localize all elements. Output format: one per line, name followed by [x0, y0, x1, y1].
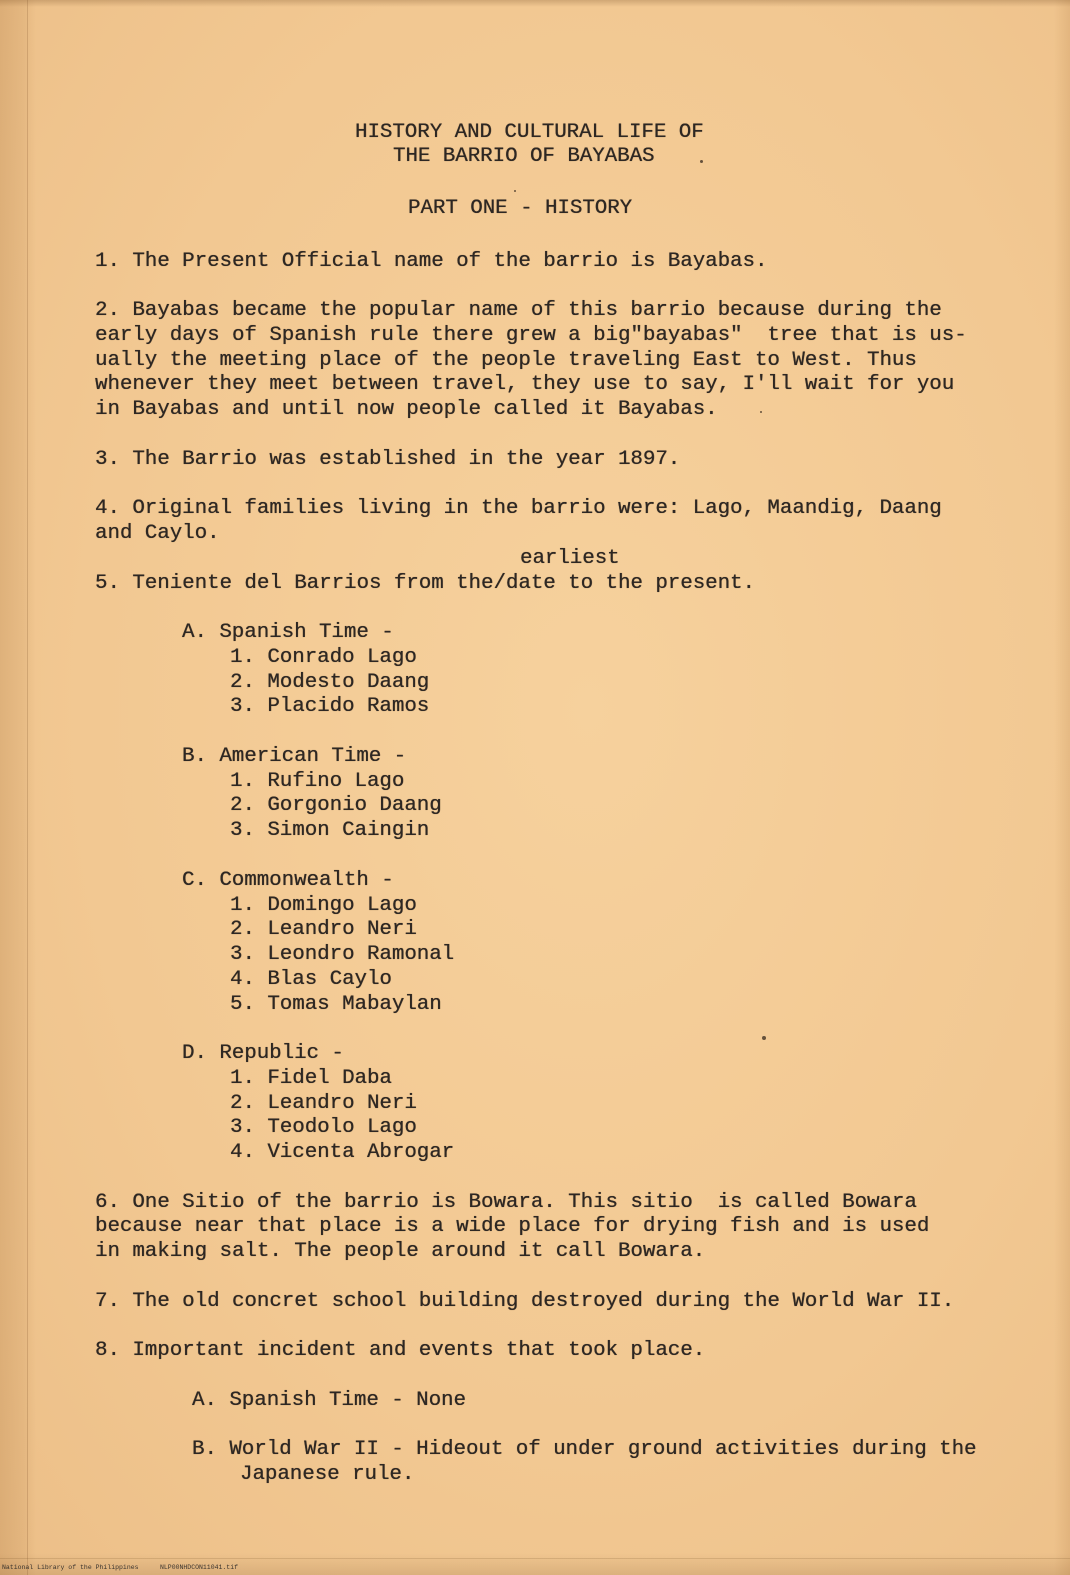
period-republic: [95, 1042, 995, 1166]
item-4: [95, 497, 995, 547]
item-2: [95, 299, 995, 423]
officer-name: 1. Fidel Daba: [230, 1066, 392, 1090]
item-7: [95, 1290, 995, 1315]
officer-name: 2. Leandro Neri: [230, 1091, 417, 1115]
paragraph-line: early days of Spanish rule there grew a big"bayabas" tree that is us-: [95, 323, 967, 347]
period-spanish-time: [95, 621, 995, 720]
paragraph-line: in Bayabas and until now people called it Bayabas.: [95, 398, 718, 422]
officer-name: 3. Teodolo Lago: [230, 1116, 417, 1140]
paragraph-line: ually the meeting place of the people traveling East to West. Thus: [95, 348, 917, 372]
paragraph-line: and Caylo.: [95, 522, 220, 546]
scan-footer: [0, 1558, 1070, 1575]
document-body: [95, 250, 995, 1488]
part-heading: PART ONE - HISTORY: [408, 196, 633, 220]
paragraph-line: 4. Original families living in the barrio were: Lago, Maandig, Daang: [95, 497, 942, 521]
event-world-war-ii: [95, 1438, 995, 1488]
period-heading: A. Spanish Time -: [182, 621, 394, 645]
ink-speck: [514, 190, 516, 192]
period-heading: B. American Time -: [182, 744, 407, 768]
item-3: [95, 448, 995, 473]
event-line: B. World War II - Hideout of under ground activities during the: [192, 1438, 977, 1462]
period-heading: D. Republic -: [182, 1042, 344, 1066]
officer-name: 3. Leondro Ramonal: [230, 943, 455, 967]
document-title: [0, 121, 1070, 171]
item-5: [95, 547, 995, 1166]
period-commonwealth: [95, 869, 995, 1018]
officer-name: 3. Simon Caingin: [230, 819, 430, 843]
paragraph-line: 6. One Sitio of the barrio is Bowara. This sitio is called Bowara: [95, 1190, 917, 1214]
ink-speck: [762, 1036, 766, 1040]
officer-name: 4. Blas Caylo: [230, 967, 392, 991]
officer-name: 5. Tomas Mabaylan: [230, 992, 442, 1016]
paragraph-line: 3. The Barrio was established in the year 1897.: [95, 447, 681, 471]
event-line: Japanese rule.: [240, 1463, 415, 1487]
officer-name: 3. Placido Ramos: [230, 695, 430, 719]
paragraph-line: 8. Important incident and events that took place.: [95, 1339, 706, 1363]
paragraph-line: in making salt. The people around it call Bowara.: [95, 1240, 706, 1264]
item-8: [95, 1339, 995, 1488]
item-1: [95, 250, 995, 275]
footer-library: National Library of the Philippines: [2, 1564, 139, 1571]
officer-name: 1. Rufino Lago: [230, 769, 405, 793]
footer-file: NLP00NHDCON11041.tif: [160, 1564, 239, 1571]
paragraph-line: 1. The Present Official name of the barrio is Bayabas.: [95, 249, 768, 273]
title-line-1: HISTORY AND CULTURAL LIFE OF: [355, 120, 704, 144]
paragraph-line: whenever they meet between travel, they use to say, I'll wait for you: [95, 373, 955, 397]
title-line-2: THE BARRIO OF BAYABAS: [393, 145, 655, 169]
officer-name: 2. Gorgonio Daang: [230, 794, 442, 818]
period-heading: C. Commonwealth -: [182, 868, 394, 892]
page-fold-edge: [27, 0, 28, 1575]
officer-name: 1. Domingo Lago: [230, 893, 417, 917]
paragraph-line: because near that place is a wide place for drying fish and is used: [95, 1215, 930, 1239]
paragraph-line: 5. Teniente del Barrios from the/date to the present.: [95, 571, 755, 595]
ink-speck: [700, 160, 703, 163]
officer-name: 4. Vicenta Abrogar: [230, 1141, 455, 1165]
period-american-time: [95, 745, 995, 844]
officer-name: 2. Leandro Neri: [230, 918, 417, 942]
ink-speck: [760, 411, 762, 413]
interlinear-insertion: earliest: [520, 546, 620, 570]
event-line: A. Spanish Time - None: [192, 1388, 466, 1412]
officer-name: 1. Conrado Lago: [230, 645, 417, 669]
officer-name: 2. Modesto Daang: [230, 670, 430, 694]
paragraph-line: 2. Bayabas became the popular name of this barrio because during the: [95, 299, 942, 323]
paragraph-line: 7. The old concret school building destroyed during the World War II.: [95, 1289, 955, 1313]
item-6: [95, 1191, 995, 1265]
event-spanish-time: [95, 1389, 995, 1414]
